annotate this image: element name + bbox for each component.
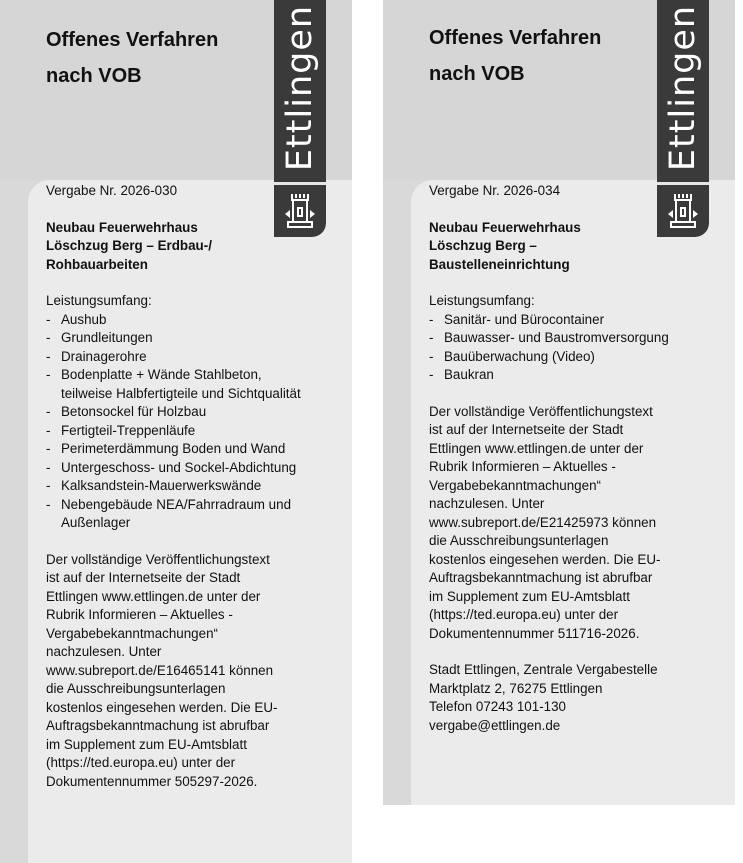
text-line: Rubrik Informieren – Aktuelles - — [429, 459, 616, 474]
text-line: (https://ted.europa.eu) unter der — [46, 755, 236, 770]
notice-content — [429, 182, 697, 753]
list-item: - Kalksandstein-Mauerwerkswände — [46, 477, 314, 496]
project-heading: Neubau Feuerwehrhaus Löschzug Berg – Erdbau-/ Rohbauarbeiten — [46, 219, 212, 272]
scope-list — [429, 311, 697, 385]
text-line: kostenlos eingesehen werden. Die EU- — [46, 699, 278, 715]
text-line: Ettlingen www.ettlingen.de unter der — [429, 440, 644, 456]
brand-name: Ettlingen — [280, 4, 320, 172]
text-line: (https://ted.europa.eu) unter der — [429, 607, 619, 622]
scope-label: Leistungsumfang: — [46, 293, 152, 308]
title-line-2: nach VOB — [46, 65, 142, 87]
tender-number: Vergabe Nr. 2026-034 — [429, 183, 561, 198]
tender-number: Vergabe Nr. 2026-030 — [46, 183, 178, 198]
contact-line: Telefon 07243 101-130 — [429, 699, 566, 714]
tender-notice-right — [383, 0, 735, 805]
text-line: Auftragsbekanntmachung ist abrufbar — [46, 718, 270, 733]
list-item: - Grundleitungen — [46, 329, 314, 348]
contact-line: Marktplatz 2, 76275 Ettlingen — [429, 680, 603, 696]
list-item: - Perimeterdämmung Boden und Wand — [46, 440, 314, 459]
list-item: - Betonsockel für Holzbau — [46, 403, 314, 422]
text-line: im Supplement zum EU-Amtsblatt — [46, 736, 247, 752]
list-item: - Nebengebäude NEA/Fahrradraum und Außenlager — [46, 496, 314, 533]
title-line-1: Offenes Verfahren — [46, 29, 219, 51]
text-line: www.subreport.de/E21425973 können — [429, 514, 657, 530]
text-line: Der vollständige Veröffentlichungstext — [46, 551, 270, 567]
text-line: Vergabebekanntmachungen“ — [429, 477, 601, 493]
text-line: nachzulesen. Unter — [429, 496, 545, 511]
list-item: - Bauwasser- und Baustromversorgung — [429, 329, 697, 348]
text-line: Rubrik Informieren – Aktuelles - — [46, 607, 233, 622]
project-heading: Neubau Feuerwehrhaus Löschzug Berg – Baustelleneinrichtung — [429, 219, 581, 272]
text-line: kostenlos eingesehen werden. Die EU- — [429, 551, 661, 567]
list-item: - Sanitär- und Bürocontainer — [429, 311, 697, 330]
text-line: die Ausschreibungsunterlagen — [429, 533, 609, 548]
scope-list — [46, 311, 314, 533]
list-item: - Bauüberwachung (Video) — [429, 348, 697, 367]
text-line: www.subreport.de/E16465141 können — [46, 662, 274, 678]
list-item: - Untergeschoss- und Sockel-Abdichtung — [46, 459, 314, 478]
publication-text — [46, 551, 314, 792]
text-line: Ettlingen www.ettlingen.de unter der — [46, 588, 261, 604]
text-line: Vergabebekanntmachungen“ — [46, 625, 218, 641]
text-line: nachzulesen. Unter — [46, 644, 162, 659]
list-item: - Fertigteil-Treppenläufe — [46, 422, 314, 441]
contact-block — [429, 661, 697, 735]
text-line: ist auf der Internetseite der Stadt — [46, 570, 241, 585]
brand-name: Ettlingen — [663, 4, 703, 172]
text-line: im Supplement zum EU-Amtsblatt — [429, 588, 630, 604]
text-line: Auftragsbekanntmachung ist abrufbar — [429, 570, 653, 585]
list-item: - Aushub — [46, 311, 314, 330]
list-item: - Drainagerohre — [46, 348, 314, 367]
title-line-2: nach VOB — [429, 63, 525, 85]
text-line: Dokumentennummer 511716-2026. — [429, 625, 640, 641]
notice-title — [46, 22, 218, 94]
notice-title — [429, 20, 601, 92]
list-item: - Baukran — [429, 366, 697, 385]
list-item: - Bodenplatte + Wände Stahlbeton, teilweise Halbfertigteile und Sichtqualität — [46, 366, 314, 403]
scope-label: Leistungsumfang: — [429, 293, 535, 308]
text-line: Der vollständige Veröffentlichungstext — [429, 403, 653, 419]
contact-line: Stadt Ettlingen, Zentrale Vergabestelle — [429, 662, 658, 677]
text-line: ist auf der Internetseite der Stadt — [429, 422, 624, 437]
tender-notice-left — [0, 0, 352, 863]
title-line-1: Offenes Verfahren — [429, 27, 602, 49]
text-line: Dokumentennummer 505297-2026. — [46, 773, 258, 789]
publication-text — [429, 403, 697, 644]
contact-email: vergabe@ettlingen.de — [429, 717, 561, 733]
text-line: die Ausschreibungsunterlagen — [46, 681, 226, 696]
notice-content — [46, 182, 314, 809]
